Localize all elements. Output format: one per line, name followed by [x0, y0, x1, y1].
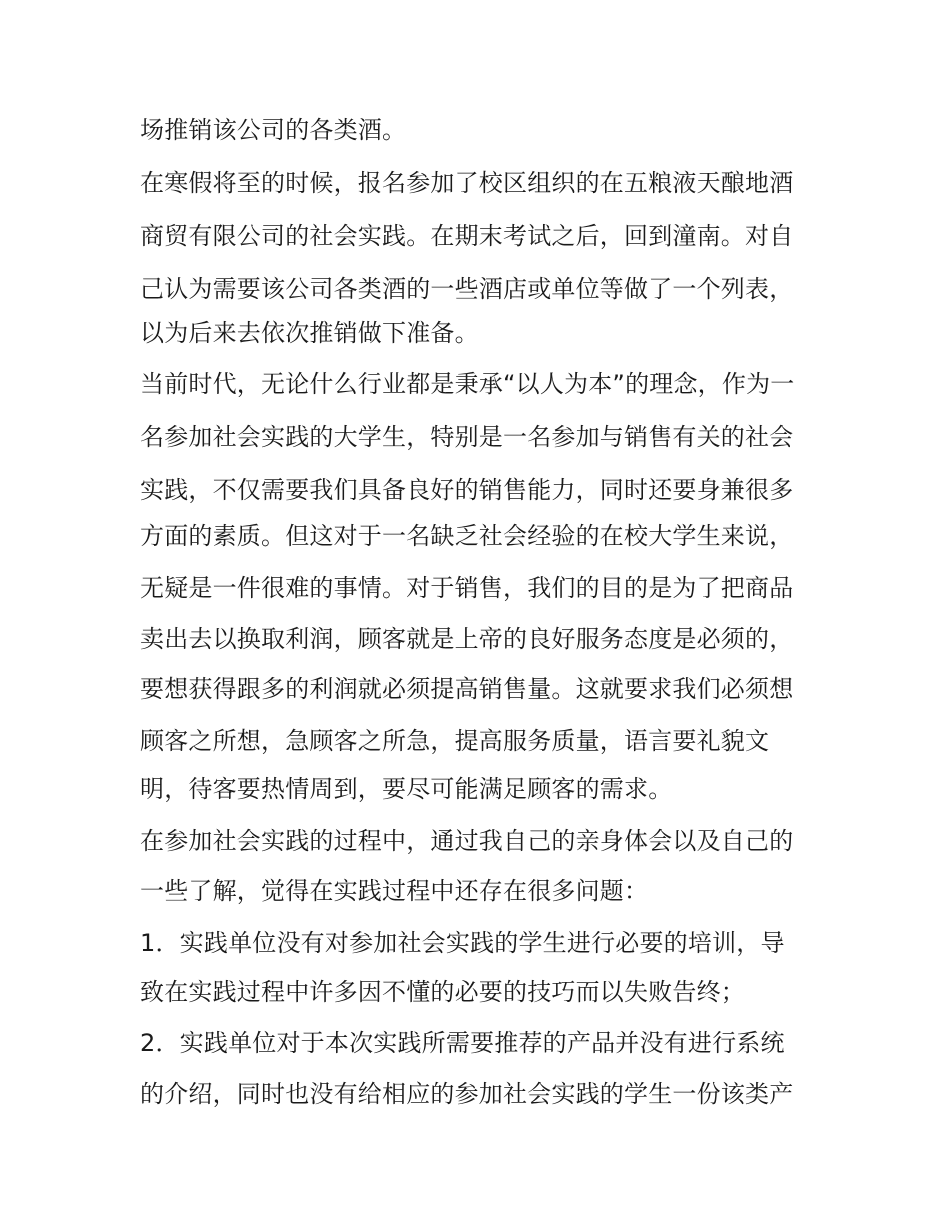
text-line: 致在实践过程中许多因不懂的必要的技巧而以失败告终；	[140, 978, 745, 1006]
text-line: 方面的素质。但这对于一名缺乏社会经验的在校大学生来说，	[140, 522, 794, 550]
text-line: 1．实践单位没有对参加社会实践的学生进行必要的培训，导	[140, 929, 785, 957]
text-line: 在参加社会实践的过程中，通过我自己的亲身体会以及自己的	[140, 827, 794, 855]
text-line: 己认为需要该公司各类酒的一些酒店或单位等做了一个列表，	[140, 275, 794, 303]
text-line: 2．实践单位对于本次实践所需要推荐的产品并没有进行系统	[140, 1029, 785, 1057]
text-line: 在寒假将至的时候，报名参加了校区组织的在五粮液天酿地酒	[140, 169, 794, 197]
text-line: 无疑是一件很难的事情。对于销售，我们的目的是为了把商品	[140, 574, 794, 602]
text-line: 明，待客要热情周到，要尽可能满足顾客的需求。	[140, 775, 673, 803]
text-line: 一些了解，觉得在实践过程中还存在很多问题：	[140, 877, 649, 905]
text-line: 要想获得跟多的利润就必须提高销售量。这就要求我们必须想	[140, 675, 794, 703]
text-line: 以为后来去依次推销做下准备。	[140, 319, 479, 347]
text-line: 商贸有限公司的社会实践。在期末考试之后，回到潼南。对自	[140, 222, 794, 250]
text-line: 场推销该公司的各类酒。	[140, 116, 407, 144]
text-line: 卖出去以换取利润，顾客就是上帝的良好服务态度是必须的，	[140, 625, 794, 653]
text-line: 当前时代，无论什么行业都是秉承“以人为本”的理念，作为一	[140, 370, 795, 398]
text-line: 实践，不仅需要我们具备良好的销售能力，同时还要身兼很多	[140, 476, 794, 504]
text-line: 的介绍，同时也没有给相应的参加社会实践的学生一份该类产	[140, 1080, 794, 1108]
text-line: 名参加社会实践的大学生，特别是一名参加与销售有关的社会	[140, 423, 794, 451]
text-line: 顾客之所想，急顾客之所急，提高服务质量，语言要礼貌文	[140, 727, 770, 755]
